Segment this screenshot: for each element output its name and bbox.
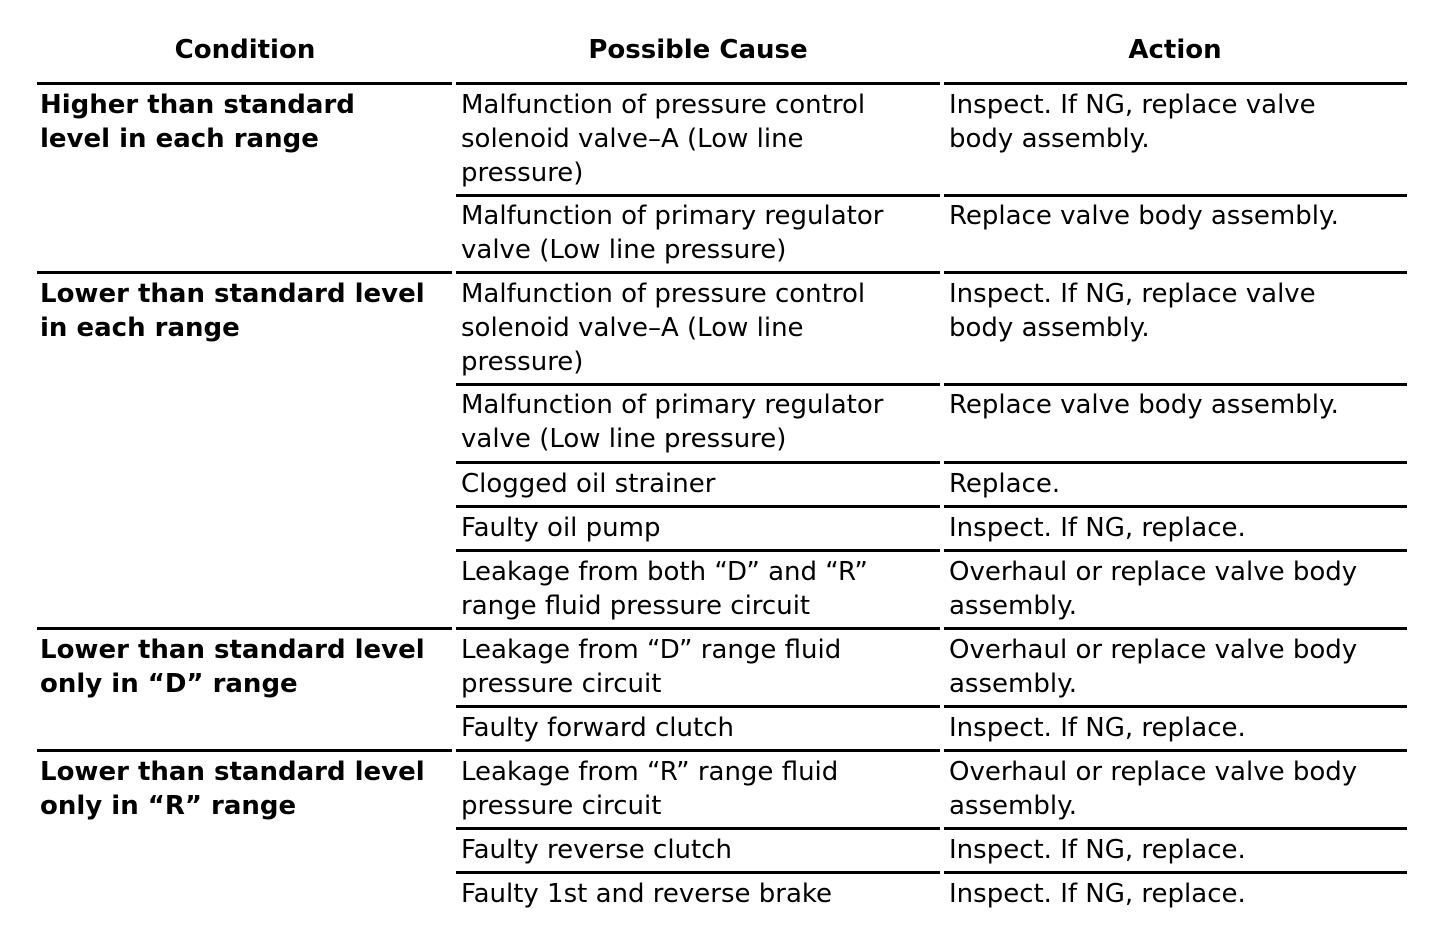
cause-cell [461, 755, 838, 823]
action-line: Overhaul or replace valve body [949, 757, 1358, 787]
action-cell [949, 511, 1246, 545]
action-cell [949, 277, 1316, 345]
condition-line: level in each range [40, 124, 319, 154]
cause-line: valve (Low line pressure) [461, 424, 787, 454]
cause-cell [461, 555, 868, 623]
row-rule [456, 749, 940, 752]
action-cell [949, 711, 1246, 745]
cause-line: Leakage from “D” range fluid [461, 635, 842, 665]
cause-line: Faulty 1st and reverse brake [461, 879, 833, 909]
action-line: assembly. [949, 791, 1078, 821]
action-line: Replace valve body assembly. [949, 201, 1339, 231]
cause-line: pressure circuit [461, 791, 662, 821]
condition-cell [40, 633, 425, 701]
condition-line: only in “D” range [40, 669, 298, 699]
condition-line: Lower than standard level [40, 635, 425, 665]
cause-cell [461, 511, 660, 545]
header-rule [456, 82, 940, 85]
header-rule [37, 82, 452, 85]
row-rule [456, 627, 940, 630]
row-rule [944, 194, 1407, 197]
row-rule [944, 271, 1407, 274]
row-rule [944, 705, 1407, 708]
row-rule [944, 461, 1407, 464]
action-cell [949, 388, 1339, 422]
action-line: Overhaul or replace valve body [949, 557, 1358, 587]
action-line: Inspect. If NG, replace valve [949, 279, 1316, 309]
header-condition: Condition [174, 35, 316, 65]
cause-line: pressure circuit [461, 669, 662, 699]
cause-line: pressure) [461, 347, 584, 377]
action-line: Inspect. If NG, replace. [949, 879, 1246, 909]
cause-cell [461, 199, 883, 267]
cause-line: Malfunction of pressure control [461, 279, 866, 309]
action-cell [949, 833, 1246, 867]
condition-cell [40, 277, 425, 345]
condition-rule [37, 271, 452, 274]
row-rule [456, 705, 940, 708]
cause-line: Clogged oil strainer [461, 469, 716, 499]
row-rule [944, 383, 1407, 386]
condition-line: only in “R” range [40, 791, 297, 821]
row-rule [456, 383, 940, 386]
cause-cell [461, 833, 732, 867]
cause-line: Malfunction of pressure control [461, 90, 866, 120]
condition-line: in each range [40, 313, 240, 343]
action-cell [949, 877, 1246, 911]
condition-line: Lower than standard level [40, 279, 425, 309]
action-line: assembly. [949, 669, 1078, 699]
cause-cell [461, 467, 715, 501]
condition-line: Higher than standard [40, 90, 355, 120]
cause-cell [461, 277, 865, 379]
cause-cell [461, 388, 883, 456]
cause-line: solenoid valve–A (Low line [461, 313, 804, 343]
cause-line: range fluid pressure circuit [461, 591, 811, 621]
cause-line: Malfunction of primary regulator [461, 390, 884, 420]
action-line: Replace valve body assembly. [949, 390, 1339, 420]
row-rule [456, 194, 940, 197]
cause-cell [461, 711, 734, 745]
action-line: Replace. [949, 469, 1061, 499]
cause-line: Malfunction of primary regulator [461, 201, 884, 231]
action-cell [949, 555, 1357, 623]
action-line: Inspect. If NG, replace valve [949, 90, 1316, 120]
cause-cell [461, 877, 832, 911]
header-possible-cause: Possible Cause [588, 35, 808, 65]
cause-line: Faulty reverse clutch [461, 835, 733, 865]
action-line: body assembly. [949, 124, 1150, 154]
cause-line: valve (Low line pressure) [461, 235, 787, 265]
cause-line: Leakage from “R” range fluid [461, 757, 839, 787]
cause-cell [461, 633, 841, 701]
action-line: Inspect. If NG, replace. [949, 513, 1246, 543]
action-cell [949, 88, 1316, 156]
row-rule [456, 827, 940, 830]
header-rule [944, 82, 1407, 85]
row-rule [456, 549, 940, 552]
cause-line: Leakage from both “D” and “R” [461, 557, 868, 587]
cause-cell [461, 88, 865, 190]
condition-line: Lower than standard level [40, 757, 425, 787]
row-rule [944, 827, 1407, 830]
row-rule [944, 749, 1407, 752]
action-cell [949, 467, 1060, 501]
condition-cell [40, 755, 425, 823]
condition-rule [37, 627, 452, 630]
cause-line: pressure) [461, 158, 584, 188]
condition-rule [37, 749, 452, 752]
condition-cell [40, 88, 355, 156]
row-rule [456, 505, 940, 508]
row-rule [944, 549, 1407, 552]
action-line: assembly. [949, 591, 1078, 621]
header-action: Action [1128, 35, 1222, 65]
cause-line: Faulty forward clutch [461, 713, 734, 743]
action-line: Inspect. If NG, replace. [949, 713, 1246, 743]
row-rule [456, 461, 940, 464]
action-cell [949, 755, 1357, 823]
action-cell [949, 633, 1357, 701]
cause-line: solenoid valve–A (Low line [461, 124, 804, 154]
cause-line: Faulty oil pump [461, 513, 661, 543]
action-line: Overhaul or replace valve body [949, 635, 1358, 665]
action-line: body assembly. [949, 313, 1150, 343]
action-line: Inspect. If NG, replace. [949, 835, 1246, 865]
row-rule [944, 871, 1407, 874]
row-rule [944, 505, 1407, 508]
row-rule [944, 627, 1407, 630]
row-rule [456, 871, 940, 874]
row-rule [456, 271, 940, 274]
action-cell [949, 199, 1339, 233]
